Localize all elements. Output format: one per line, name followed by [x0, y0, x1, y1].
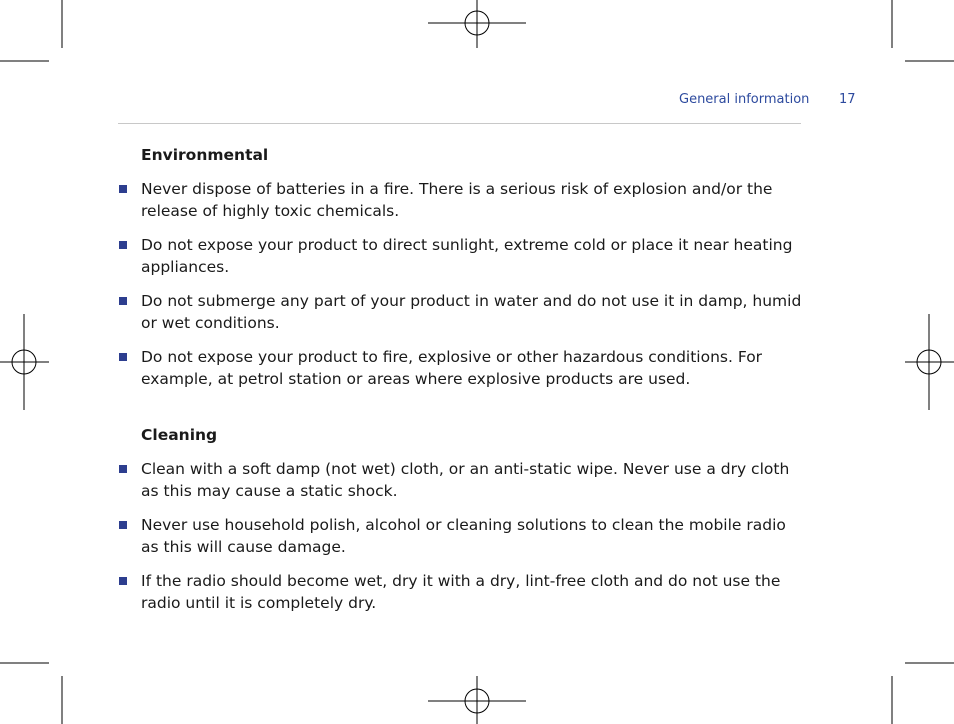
list-item: [141, 346, 803, 390]
list-item-text: Do not expose your product to direct sunlight, extreme cold or place it near heating appliances.: [141, 236, 793, 276]
square-bullet-icon: [119, 297, 127, 305]
bullet-list: [141, 178, 803, 390]
section-environmental: [141, 144, 803, 390]
list-item: [141, 570, 803, 614]
page-content: [141, 144, 803, 626]
square-bullet-icon: [119, 185, 127, 193]
registration-mark-right: [905, 314, 954, 410]
section-heading: Cleaning: [141, 426, 218, 444]
section-heading: Environmental: [141, 146, 269, 164]
list-item-text: Clean with a soft damp (not wet) cloth, or an anti-static wipe. Never use a dry cloth as this may cause a static shock.: [141, 460, 790, 500]
list-item: [141, 234, 803, 278]
list-item: [141, 514, 803, 558]
square-bullet-icon: [119, 521, 127, 529]
list-item-text: Do not submerge any part of your product in water and do not use it in damp, humid or wet conditions.: [141, 292, 802, 332]
list-item-text: If the radio should become wet, dry it with a dry, lint-free cloth and do not use the radio until it is completely dry.: [141, 572, 781, 612]
square-bullet-icon: [119, 577, 127, 585]
square-bullet-icon: [119, 241, 127, 249]
list-item-text: Never dispose of batteries in a fire. There is a serious risk of explosion and/or the release of highly toxic chemicals.: [141, 180, 773, 220]
section-cleaning: [141, 424, 803, 614]
list-item-text: Do not expose your product to fire, explosive or other hazardous conditions. For example, at petrol station or areas where explosive products are used.: [141, 348, 763, 388]
registration-mark-left: [0, 314, 49, 410]
running-header-title: General information: [679, 92, 810, 107]
square-bullet-icon: [119, 465, 127, 473]
list-item: [141, 458, 803, 502]
registration-mark-top: [428, 0, 526, 48]
list-item: [141, 178, 803, 222]
header-divider: [118, 123, 801, 124]
registration-mark-bottom: [428, 676, 526, 724]
bullet-list: [141, 458, 803, 614]
list-item-text: Never use household polish, alcohol or cleaning solutions to clean the mobile radio as this will cause damage.: [141, 516, 786, 556]
square-bullet-icon: [119, 353, 127, 361]
page-number: 17: [839, 92, 856, 107]
list-item: [141, 290, 803, 334]
